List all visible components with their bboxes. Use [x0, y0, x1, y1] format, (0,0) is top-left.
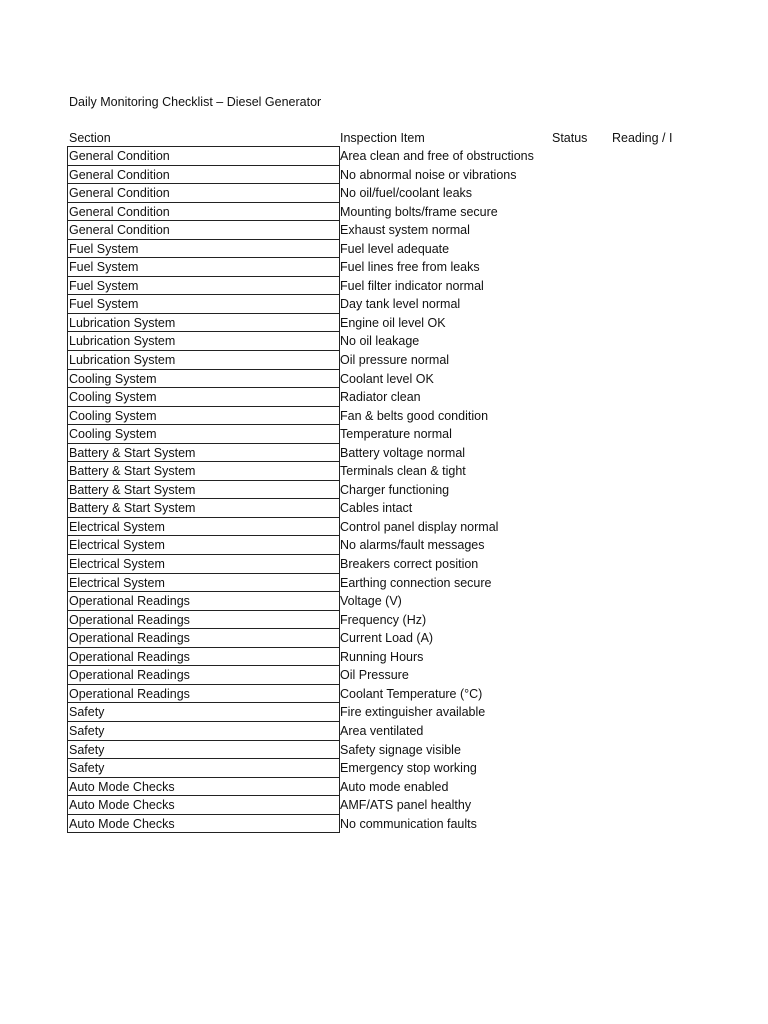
inspection-item-cell[interactable]: Earthing connection secure: [340, 575, 492, 590]
section-cell[interactable]: Auto Mode Checks: [67, 796, 340, 815]
inspection-item-cell[interactable]: Area ventilated: [340, 723, 424, 738]
table-row: [0, 722, 768, 741]
inspection-item-cell[interactable]: Cables intact: [340, 501, 413, 516]
inspection-item-cell[interactable]: Voltage (V): [340, 594, 402, 609]
table-row: [0, 796, 768, 815]
table-row: [0, 703, 768, 722]
table-row: [0, 166, 768, 185]
table-row: [0, 536, 768, 555]
table-row: [0, 425, 768, 444]
table-row: [0, 388, 768, 407]
table-row: [0, 481, 768, 500]
section-cell[interactable]: Operational Readings: [67, 648, 340, 667]
inspection-item-cell[interactable]: Radiator clean: [340, 390, 421, 405]
section-cell[interactable]: Electrical System: [67, 555, 340, 574]
inspection-item-cell[interactable]: Frequency (Hz): [340, 612, 427, 627]
table-row: [0, 277, 768, 296]
section-cell[interactable]: Battery & Start System: [67, 462, 340, 481]
section-cell[interactable]: General Condition: [67, 221, 340, 240]
section-cell[interactable]: Cooling System: [67, 388, 340, 407]
section-cell[interactable]: Safety: [67, 741, 340, 760]
table-header: [0, 129, 768, 147]
inspection-item-cell[interactable]: Mounting bolts/frame secure: [340, 204, 498, 219]
section-cell[interactable]: Battery & Start System: [67, 499, 340, 518]
table-row: [0, 314, 768, 333]
section-cell[interactable]: General Condition: [67, 166, 340, 185]
table-row: [0, 258, 768, 277]
table-row: [0, 240, 768, 259]
table-row: [0, 629, 768, 648]
table-row: [0, 685, 768, 704]
inspection-item-cell[interactable]: Terminals clean & tight: [340, 464, 466, 479]
table-row: [0, 351, 768, 370]
table-row: [0, 778, 768, 797]
inspection-item-cell[interactable]: Auto mode enabled: [340, 779, 449, 794]
section-cell[interactable]: Fuel System: [67, 240, 340, 259]
section-cell[interactable]: Auto Mode Checks: [67, 815, 340, 834]
section-cell[interactable]: Operational Readings: [67, 611, 340, 630]
section-cell[interactable]: Operational Readings: [67, 685, 340, 704]
inspection-item-cell[interactable]: Engine oil level OK: [340, 315, 446, 330]
section-cell[interactable]: Electrical System: [67, 518, 340, 537]
section-cell[interactable]: Lubrication System: [67, 314, 340, 333]
inspection-item-cell[interactable]: No abnormal noise or vibrations: [340, 167, 517, 182]
checklist-table: [0, 147, 768, 833]
column-header-inspection-item: Inspection Item: [340, 131, 425, 145]
section-cell[interactable]: Safety: [67, 759, 340, 778]
table-row: [0, 444, 768, 463]
section-cell[interactable]: Fuel System: [67, 258, 340, 277]
inspection-item-cell[interactable]: Temperature normal: [340, 427, 452, 442]
inspection-item-cell[interactable]: Day tank level normal: [340, 297, 461, 312]
section-cell[interactable]: Fuel System: [67, 295, 340, 314]
section-cell[interactable]: General Condition: [67, 146, 340, 166]
table-row: [0, 611, 768, 630]
inspection-item-cell[interactable]: Fuel filter indicator normal: [340, 278, 484, 293]
inspection-item-cell[interactable]: Oil pressure normal: [340, 353, 450, 368]
section-cell[interactable]: Operational Readings: [67, 629, 340, 648]
table-row: [0, 555, 768, 574]
section-cell[interactable]: Operational Readings: [67, 666, 340, 685]
table-row: [0, 295, 768, 314]
inspection-item-cell[interactable]: Fuel lines free from leaks: [340, 260, 480, 275]
table-row: [0, 574, 768, 593]
section-cell[interactable]: Fuel System: [67, 277, 340, 296]
column-header-section: Section: [69, 131, 111, 145]
section-cell[interactable]: General Condition: [67, 203, 340, 222]
inspection-item-cell[interactable]: No alarms/fault messages: [340, 538, 485, 553]
inspection-item-cell[interactable]: Fire extinguisher available: [340, 705, 486, 720]
inspection-item-cell[interactable]: No oil/fuel/coolant leaks: [340, 186, 473, 201]
section-cell[interactable]: Battery & Start System: [67, 444, 340, 463]
inspection-item-cell[interactable]: Breakers correct position: [340, 557, 479, 572]
table-row: [0, 759, 768, 778]
inspection-item-cell[interactable]: Oil Pressure: [340, 668, 409, 683]
inspection-item-cell[interactable]: Exhaust system normal: [340, 223, 470, 238]
inspection-item-cell[interactable]: Battery voltage normal: [340, 445, 466, 460]
section-cell[interactable]: Electrical System: [67, 574, 340, 593]
table-row: [0, 184, 768, 203]
section-cell[interactable]: Cooling System: [67, 370, 340, 389]
section-cell[interactable]: Lubrication System: [67, 351, 340, 370]
inspection-item-cell[interactable]: Coolant Temperature (°C): [340, 686, 483, 701]
table-row: [0, 815, 768, 834]
inspection-item-cell[interactable]: AMF/ATS panel healthy: [340, 798, 472, 813]
section-cell[interactable]: Auto Mode Checks: [67, 778, 340, 797]
section-cell[interactable]: Battery & Start System: [67, 481, 340, 500]
inspection-item-cell[interactable]: Emergency stop working: [340, 761, 477, 776]
section-cell[interactable]: Safety: [67, 722, 340, 741]
table-row: [0, 221, 768, 240]
table-row: [0, 370, 768, 389]
inspection-item-cell[interactable]: Charger functioning: [340, 482, 450, 497]
section-cell[interactable]: General Condition: [67, 184, 340, 203]
table-row: [0, 499, 768, 518]
inspection-item-cell[interactable]: Safety signage visible: [340, 742, 461, 757]
section-cell[interactable]: Electrical System: [67, 536, 340, 555]
table-row: [0, 147, 768, 166]
column-header-status: Status: [552, 131, 588, 145]
inspection-item-cell[interactable]: Running Hours: [340, 649, 424, 664]
table-row: [0, 407, 768, 426]
table-row: [0, 462, 768, 481]
table-row: [0, 648, 768, 667]
inspection-item-cell[interactable]: Current Load (A): [340, 631, 434, 646]
section-cell[interactable]: Cooling System: [67, 407, 340, 426]
inspection-item-cell[interactable]: No communication faults: [340, 816, 477, 831]
inspection-item-cell[interactable]: Fan & belts good condition: [340, 408, 489, 423]
table-row: [0, 741, 768, 760]
inspection-item-cell[interactable]: No oil leakage: [340, 334, 420, 349]
table-row: [0, 592, 768, 611]
inspection-item-cell[interactable]: Coolant level OK: [340, 371, 434, 386]
table-row: [0, 518, 768, 537]
column-header-reading: Reading / I: [612, 131, 672, 145]
table-row: [0, 203, 768, 222]
table-row: [0, 666, 768, 685]
section-cell[interactable]: Operational Readings: [67, 592, 340, 611]
section-cell[interactable]: Safety: [67, 703, 340, 722]
inspection-item-cell[interactable]: Area clean and free of obstructions: [340, 149, 534, 163]
table-row: [0, 332, 768, 351]
inspection-item-cell[interactable]: Control panel display normal: [340, 519, 499, 534]
page-title: Daily Monitoring Checklist – Diesel Generator: [69, 95, 322, 109]
section-cell[interactable]: Cooling System: [67, 425, 340, 444]
inspection-item-cell[interactable]: Fuel level adequate: [340, 241, 450, 256]
section-cell[interactable]: Lubrication System: [67, 332, 340, 351]
